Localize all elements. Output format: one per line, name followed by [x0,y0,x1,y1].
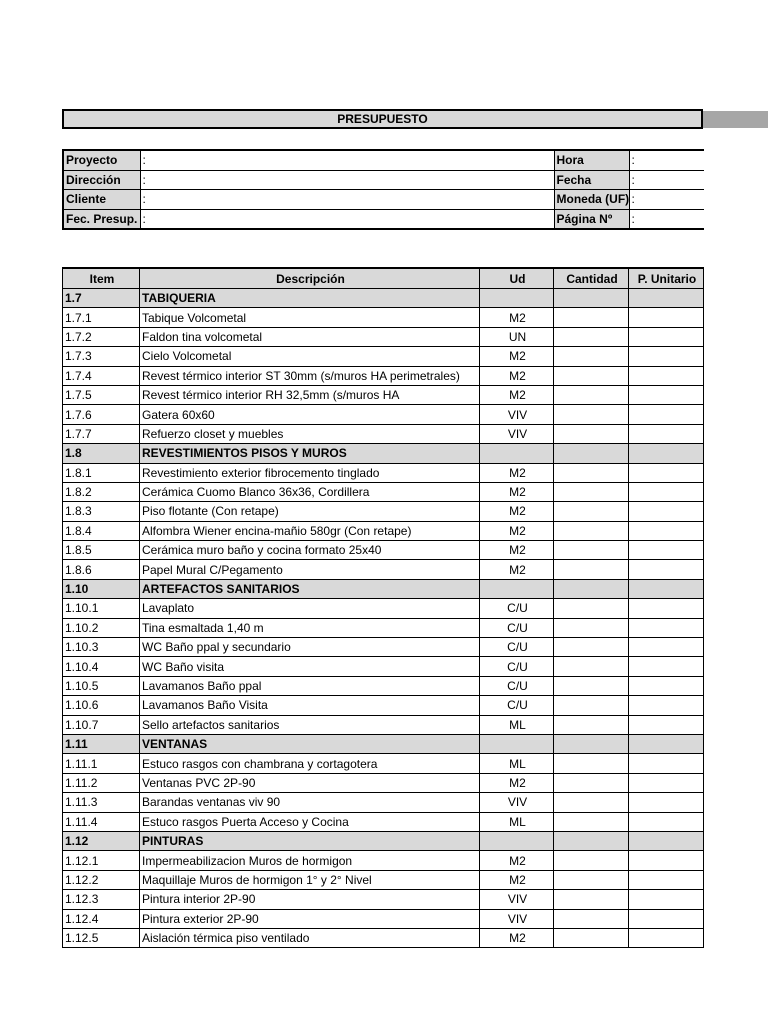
table-row [63,521,704,540]
table-row [63,676,704,695]
title-bar [62,109,703,129]
info-value[interactable]: : [629,150,704,170]
cell-quantity[interactable] [554,676,629,695]
cell-description[interactable]: Ventanas PVC 2P-90 [140,773,480,792]
info-label: Fecha [554,170,629,190]
info-row [63,150,704,170]
cell-quantity[interactable] [554,734,629,753]
cell-item[interactable]: 1.11.2 [63,773,140,792]
cell-description[interactable]: Revest térmico interior RH 32,5mm (s/muros HA [140,385,480,404]
cell-description[interactable]: Cielo Volcometal [140,347,480,366]
cell-description[interactable]: WC Baño ppal y secundario [140,638,480,657]
table-row [63,754,704,773]
table-row [63,463,704,482]
info-value[interactable]: : [140,170,554,190]
cell-description[interactable]: Tina esmaltada 1,40 m [140,618,480,637]
cell-item[interactable]: 1.8.3 [63,502,140,521]
cell-quantity[interactable] [554,327,629,346]
table-row [63,773,704,792]
cell-unit-price[interactable] [629,560,704,579]
cell-quantity[interactable] [554,347,629,366]
cell-unit[interactable]: C/U [480,696,554,715]
cell-item[interactable]: 1.7.1 [63,308,140,327]
cell-quantity[interactable] [554,773,629,792]
table-row [63,385,704,404]
cell-unit-price[interactable] [629,482,704,501]
title-bar-extension [703,111,768,128]
cell-unit[interactable]: ML [480,754,554,773]
cell-description[interactable]: Sello artefactos sanitarios [140,715,480,734]
cell-quantity[interactable] [554,289,629,308]
cell-description[interactable]: PINTURAS [140,831,480,850]
cell-item[interactable]: 1.10.7 [63,715,140,734]
cell-unit-price[interactable] [629,928,704,947]
cell-unit[interactable]: UN [480,327,554,346]
cell-unit-price[interactable] [629,521,704,540]
cell-description[interactable]: VENTANAS [140,734,480,753]
cell-unit-price[interactable] [629,579,704,598]
info-label: Cliente [63,190,140,210]
cell-item[interactable]: 1.7.7 [63,424,140,443]
cell-quantity[interactable] [554,308,629,327]
cell-item[interactable]: 1.8.4 [63,521,140,540]
cell-item[interactable]: 1.10 [63,579,140,598]
info-value[interactable]: : [629,190,704,210]
table-row [63,308,704,327]
cell-quantity[interactable] [554,870,629,889]
cell-item[interactable]: 1.7.2 [63,327,140,346]
info-value[interactable]: : [629,170,704,190]
cell-unit-price[interactable] [629,696,704,715]
table-row [63,812,704,831]
cell-unit[interactable] [480,579,554,598]
header-quantity: Cantidad [554,268,629,289]
cell-unit-price[interactable] [629,676,704,695]
cell-quantity[interactable] [554,754,629,773]
cell-unit-price[interactable] [629,715,704,734]
cell-item[interactable]: 1.12.2 [63,870,140,889]
cell-item[interactable]: 1.10.1 [63,599,140,618]
cell-item[interactable]: 1.7.5 [63,385,140,404]
cell-quantity[interactable] [554,444,629,463]
cell-quantity[interactable] [554,560,629,579]
document-title: PRESUPUESTO [337,112,428,126]
cell-unit[interactable]: M2 [480,482,554,501]
cell-item[interactable]: 1.7.3 [63,347,140,366]
info-value[interactable]: : [629,209,704,229]
cell-item[interactable]: 1.10.5 [63,676,140,695]
cell-item[interactable]: 1.10.2 [63,618,140,637]
cell-quantity[interactable] [554,405,629,424]
cell-item[interactable]: 1.12 [63,831,140,850]
table-row [63,715,704,734]
cell-unit-price[interactable] [629,502,704,521]
cell-unit[interactable]: ML [480,812,554,831]
section-row [63,289,704,308]
cell-unit[interactable]: VIV [480,405,554,424]
table-row [63,424,704,443]
cell-unit-price[interactable] [629,657,704,676]
cell-description[interactable]: Lavamanos Baño Visita [140,696,480,715]
cell-unit[interactable]: M2 [480,870,554,889]
cell-item[interactable]: 1.10.3 [63,638,140,657]
cell-unit[interactable]: C/U [480,638,554,657]
cell-description[interactable]: Refuerzo closet y muebles [140,424,480,443]
cell-unit[interactable]: M2 [480,560,554,579]
table-row [63,909,704,928]
cell-item[interactable]: 1.8.6 [63,560,140,579]
cell-unit[interactable]: C/U [480,618,554,637]
cell-item[interactable]: 1.11.4 [63,812,140,831]
cell-unit-price[interactable] [629,541,704,560]
section-row [63,734,704,753]
table-row [63,599,704,618]
section-row [63,444,704,463]
cell-item[interactable]: 1.8 [63,444,140,463]
cell-description[interactable]: Papel Mural C/Pegamento [140,560,480,579]
cell-unit[interactable]: M2 [480,521,554,540]
cell-quantity[interactable] [554,599,629,618]
cell-description[interactable]: Pintura exterior 2P-90 [140,909,480,928]
cell-unit[interactable]: VIV [480,424,554,443]
info-value[interactable]: : [140,190,554,210]
cell-quantity[interactable] [554,463,629,482]
cell-unit-price[interactable] [629,618,704,637]
cell-unit-price[interactable] [629,793,704,812]
cell-unit-price[interactable] [629,385,704,404]
cell-unit-price[interactable] [629,366,704,385]
cell-unit-price[interactable] [629,831,704,850]
cell-unit[interactable]: C/U [480,657,554,676]
cell-description[interactable]: Gatera 60x60 [140,405,480,424]
info-row [63,170,704,190]
cell-description[interactable]: Pintura interior 2P-90 [140,890,480,909]
info-label: Moneda (UF) [554,190,629,210]
cell-quantity[interactable] [554,831,629,850]
cell-item[interactable]: 1.12.4 [63,909,140,928]
table-row [63,347,704,366]
cell-item[interactable]: 1.11.3 [63,793,140,812]
cell-unit[interactable]: ML [480,715,554,734]
cell-description[interactable]: Faldon tina volcometal [140,327,480,346]
cell-unit[interactable]: C/U [480,599,554,618]
cell-item[interactable]: 1.11 [63,734,140,753]
cell-description[interactable]: Cerámica muro baño y cocina formato 25x40 [140,541,480,560]
cell-unit-price[interactable] [629,890,704,909]
info-label: Página Nº [554,209,629,229]
cell-description[interactable]: Tabique Volcometal [140,308,480,327]
cell-item[interactable]: 1.12.3 [63,890,140,909]
table-row [63,366,704,385]
cell-unit-price[interactable] [629,405,704,424]
table-row [63,793,704,812]
table-row [63,560,704,579]
table-row [63,890,704,909]
cell-unit-price[interactable] [629,773,704,792]
info-label: Dirección [63,170,140,190]
cell-description[interactable]: Maquillaje Muros de hormigon 1° y 2° Nivel [140,870,480,889]
header-unit-price: P. Unitario [629,268,704,289]
cell-item[interactable]: 1.11.1 [63,754,140,773]
cell-unit[interactable] [480,734,554,753]
cell-description[interactable]: Lavamanos Baño ppal [140,676,480,695]
info-label: Proyecto [63,150,140,170]
cell-unit[interactable]: M2 [480,347,554,366]
cell-quantity[interactable] [554,812,629,831]
cell-unit-price[interactable] [629,812,704,831]
cell-item[interactable]: 1.7 [63,289,140,308]
cell-unit[interactable]: M2 [480,308,554,327]
cell-unit-price[interactable] [629,851,704,870]
cell-item[interactable]: 1.10.6 [63,696,140,715]
cell-unit-price[interactable] [629,424,704,443]
section-row [63,579,704,598]
table-row [63,851,704,870]
cell-quantity[interactable] [554,618,629,637]
info-value[interactable]: : [140,150,554,170]
table-row [63,657,704,676]
cell-description[interactable]: Barandas ventanas viv 90 [140,793,480,812]
cell-unit[interactable]: M2 [480,541,554,560]
cell-quantity[interactable] [554,909,629,928]
cell-unit[interactable]: M2 [480,366,554,385]
info-row [63,190,704,210]
table-row [63,502,704,521]
info-table [62,149,704,230]
cell-unit-price[interactable] [629,463,704,482]
cell-unit[interactable]: M2 [480,463,554,482]
header-item: Item [63,268,140,289]
cell-unit-price[interactable] [629,909,704,928]
cell-item[interactable]: 1.7.4 [63,366,140,385]
cell-unit[interactable]: C/U [480,676,554,695]
cell-item[interactable]: 1.8.2 [63,482,140,501]
cell-description[interactable]: WC Baño visita [140,657,480,676]
cell-unit[interactable]: M2 [480,851,554,870]
cell-quantity[interactable] [554,928,629,947]
cell-unit[interactable]: M2 [480,928,554,947]
cell-description[interactable]: ARTEFACTOS SANITARIOS [140,579,480,598]
cell-quantity[interactable] [554,541,629,560]
cell-item[interactable]: 1.12.5 [63,928,140,947]
cell-quantity[interactable] [554,890,629,909]
cell-unit[interactable]: M2 [480,385,554,404]
table-row [63,327,704,346]
cell-description[interactable]: Aislación térmica piso ventilado [140,928,480,947]
cell-unit[interactable] [480,831,554,850]
cell-description[interactable]: Revestimiento exterior fibrocemento tinglado [140,463,480,482]
cell-quantity[interactable] [554,793,629,812]
cell-unit-price[interactable] [629,289,704,308]
cell-description[interactable]: Alfombra Wiener encina-mañio 580gr (Con retape) [140,521,480,540]
cell-description[interactable]: Impermeabilizacion Muros de hormigon [140,851,480,870]
cell-unit-price[interactable] [629,599,704,618]
cell-item[interactable]: 1.8.1 [63,463,140,482]
cell-quantity[interactable] [554,638,629,657]
cell-unit[interactable] [480,444,554,463]
cell-quantity[interactable] [554,715,629,734]
cell-unit[interactable]: VIV [480,909,554,928]
cell-unit-price[interactable] [629,754,704,773]
cell-quantity[interactable] [554,366,629,385]
cell-description[interactable]: Cerámica Cuomo Blanco 36x36, Cordillera [140,482,480,501]
table-row [63,541,704,560]
cell-unit-price[interactable] [629,308,704,327]
cell-item[interactable]: 1.12.1 [63,851,140,870]
info-value[interactable]: : [140,209,554,229]
cell-quantity[interactable] [554,579,629,598]
cell-description[interactable]: TABIQUERIA [140,289,480,308]
cell-quantity[interactable] [554,657,629,676]
cell-quantity[interactable] [554,521,629,540]
table-header-row [63,268,704,289]
table-row [63,870,704,889]
table-row [63,405,704,424]
info-row [63,209,704,229]
cell-unit[interactable]: VIV [480,890,554,909]
table-row [63,618,704,637]
header-unit: Ud [480,268,554,289]
cell-quantity[interactable] [554,851,629,870]
info-label: Hora [554,150,629,170]
cell-unit[interactable]: VIV [480,793,554,812]
cell-description[interactable]: REVESTIMIENTOS PISOS Y MUROS [140,444,480,463]
cell-unit-price[interactable] [629,638,704,657]
budget-table [62,267,704,948]
cell-description[interactable]: Revest térmico interior ST 30mm (s/muros HA perimetrales) [140,366,480,385]
table-row [63,638,704,657]
cell-item[interactable]: 1.8.5 [63,541,140,560]
cell-unit-price[interactable] [629,327,704,346]
cell-unit-price[interactable] [629,444,704,463]
info-label: Fec. Presup. [63,209,140,229]
cell-quantity[interactable] [554,385,629,404]
cell-description[interactable]: Estuco rasgos Puerta Acceso y Cocina [140,812,480,831]
cell-unit-price[interactable] [629,347,704,366]
table-row [63,928,704,947]
cell-unit[interactable] [480,289,554,308]
cell-quantity[interactable] [554,696,629,715]
cell-description[interactable]: Estuco rasgos con chambrana y cortagotera [140,754,480,773]
cell-description[interactable]: Lavaplato [140,599,480,618]
cell-unit-price[interactable] [629,870,704,889]
cell-unit[interactable]: M2 [480,773,554,792]
cell-quantity[interactable] [554,502,629,521]
cell-quantity[interactable] [554,482,629,501]
cell-item[interactable]: 1.10.4 [63,657,140,676]
table-row [63,482,704,501]
cell-item[interactable]: 1.7.6 [63,405,140,424]
cell-quantity[interactable] [554,424,629,443]
table-row [63,696,704,715]
header-description: Descripción [140,268,480,289]
cell-unit[interactable]: M2 [480,502,554,521]
section-row [63,831,704,850]
cell-description[interactable]: Piso flotante (Con retape) [140,502,480,521]
cell-unit-price[interactable] [629,734,704,753]
